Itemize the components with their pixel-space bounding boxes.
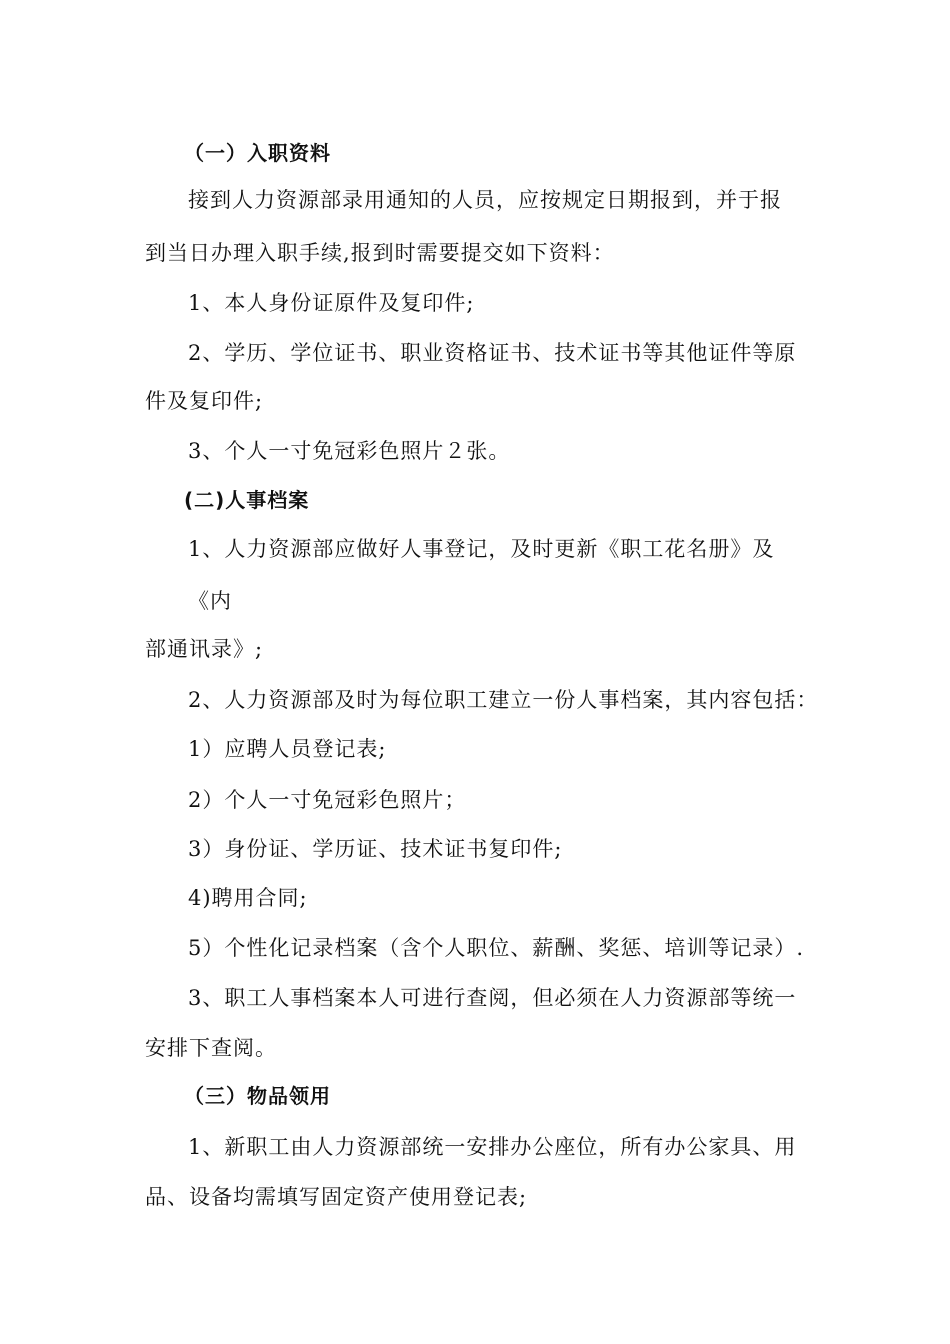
list-item-continuation: 件及复印件; bbox=[145, 389, 264, 413]
paragraph-line: 到当日办理入职手续,报到时需要提交如下资料： bbox=[145, 241, 615, 265]
sub-list-item: 3）身份证、学历证、技术证书复印件; bbox=[188, 837, 563, 861]
section-heading-personnel-files: (二)人事档案 bbox=[184, 488, 310, 512]
list-item: 1、新职工由人力资源部统一安排办公座位，所有办公家具、用 bbox=[188, 1135, 797, 1159]
sub-list-item: 1）应聘人员登记表; bbox=[188, 737, 387, 761]
list-item-continuation: 品、设备均需填写固定资产使用登记表; bbox=[145, 1185, 528, 1209]
sub-list-item: 2）个人一寸免冠彩色照片； bbox=[188, 788, 467, 812]
section-heading-item-requisition: （三）物品领用 bbox=[184, 1084, 331, 1108]
list-item-continuation: 安排下查阅。 bbox=[145, 1036, 277, 1060]
paragraph-line: 接到人力资源部录用通知的人员，应按规定日期报到，并于报 bbox=[188, 188, 782, 212]
list-item: 2、人力资源部及时为每位职工建立一份人事档案，其内容包括： bbox=[188, 688, 819, 712]
list-item: 1、人力资源部应做好人事登记，及时更新《职工花名册》及 bbox=[188, 537, 775, 561]
list-item-continuation: 《内 bbox=[188, 589, 232, 613]
list-item: 3、职工人事档案本人可进行查阅，但必须在人力资源部等统一 bbox=[188, 986, 797, 1010]
sub-list-item: 5）个性化记录档案（含个人职位、薪酬、奖惩、培训等记录）. bbox=[188, 936, 805, 960]
list-item-continuation: 部通讯录》; bbox=[145, 637, 264, 661]
list-item: 1、本人身份证原件及复印件; bbox=[188, 291, 475, 315]
section-heading-intake-materials: （一）入职资料 bbox=[184, 141, 331, 165]
list-item: 2、学历、学位证书、职业资格证书、技术证书等其他证件等原 bbox=[188, 341, 797, 365]
list-item: 3、个人一寸免冠彩色照片２张。 bbox=[188, 439, 511, 463]
sub-list-item: 4)聘用合同; bbox=[188, 886, 308, 910]
